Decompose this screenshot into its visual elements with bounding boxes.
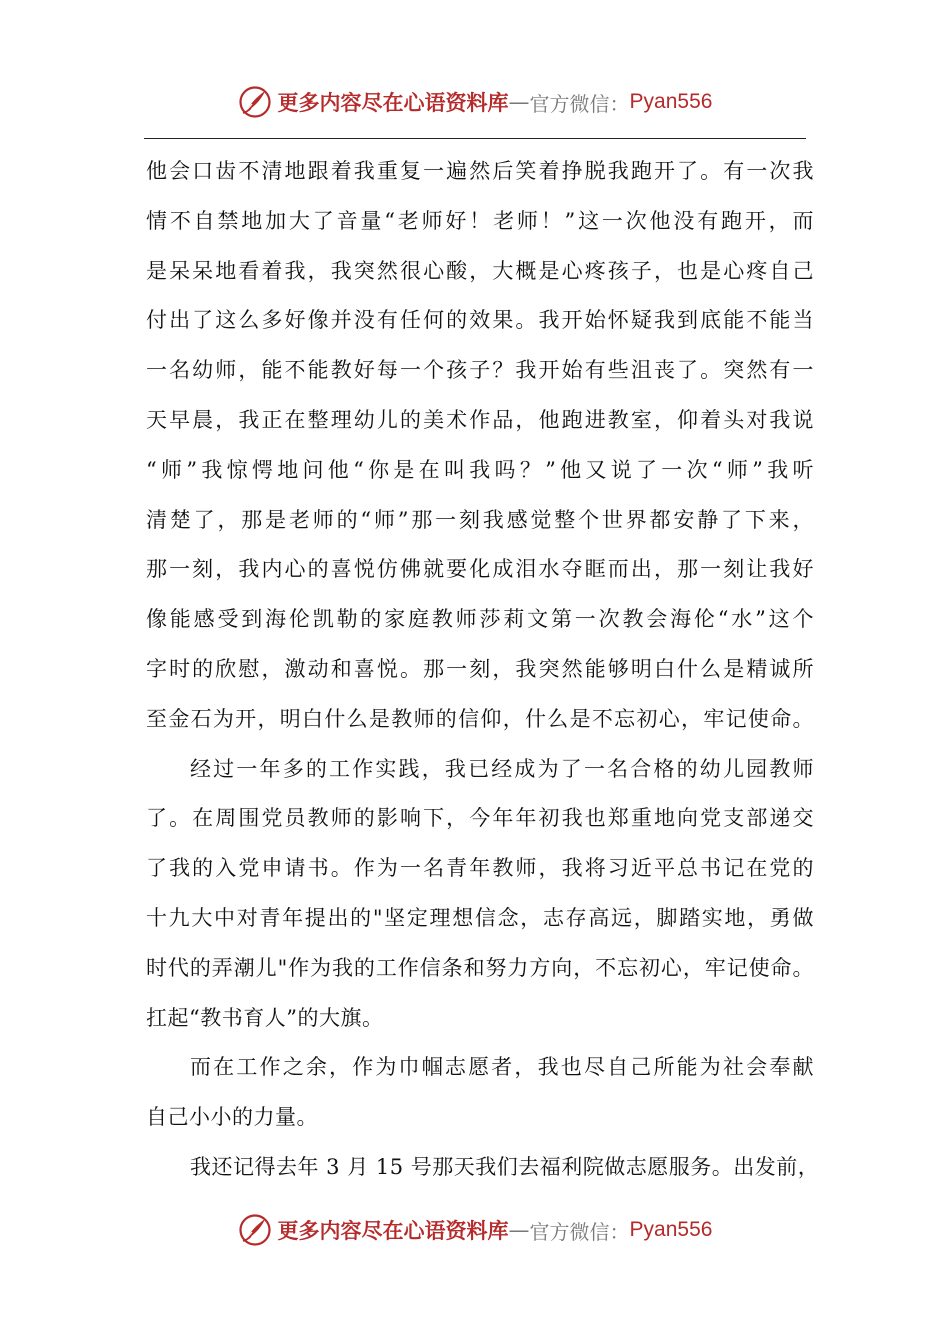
header-banner (0, 82, 950, 122)
text-line: “师”我惊愕地问他“你是在叫我吗？”他又说了一次“师”我听 (146, 457, 814, 482)
text-line: 情不自禁地加大了音量“老师好！老师！”这一次他没有跑开，而 (146, 208, 814, 233)
text-line: 清楚了，那是老师的“师”那一刻我感觉整个世界都安静了下来， (146, 507, 814, 532)
header-brand-text: 更多内容尽在心语资料库 (277, 90, 509, 115)
header-wechat-label: 官方微信： (529, 91, 630, 116)
text-line: 时代的弄潮儿"作为我的工作信条和努力方向，不忘初心，牢记使命。 (146, 955, 814, 980)
quill-pen-logo-icon (238, 1213, 272, 1247)
header-wechat-id: Pyan556 (629, 90, 713, 113)
text-line: 付出了这么多好像并没有任何的效果。我开始怀疑我到底能不能当 (146, 308, 814, 333)
text-line: 自己小小的力量。 (146, 1105, 318, 1130)
text-line: 经过一年多的工作实践，我已经成为了一名合格的幼儿园教师 (190, 756, 814, 781)
text-line: 十九大中对青年提出的"坚定理想信念，志存高远，脚踏实地，勇做 (146, 905, 814, 930)
header-divider (144, 138, 806, 139)
text-line: 那一刻，我内心的喜悦仿佛就要化成泪水夺眶而出，那一刻让我好 (146, 557, 814, 582)
text-line: 我还记得去年 3 月 15 号那天我们去福利院做志愿服务。出发前， (190, 1154, 820, 1179)
text-line: 了。在周围党员教师的影响下，今年年初我也郑重地向党支部递交 (146, 806, 814, 831)
document-body (146, 147, 820, 1193)
text-line: 扛起“教书育人”的大旗。 (146, 1005, 384, 1030)
text-line: 天早晨，我正在整理幼儿的美术作品，他跑进教室，仰着头对我说 (146, 407, 814, 432)
text-line: 像能感受到海伦凯勒的家庭教师莎莉文第一次教会海伦“水”这个 (146, 607, 814, 632)
text-line: 字时的欣慰，激动和喜悦。那一刻，我突然能够明白什么是精诚所 (146, 656, 814, 681)
header-banner-content (238, 85, 713, 119)
footer-banner-content (238, 1213, 713, 1247)
text-line: 一名幼师，能不能教好每一个孩子？我开始有些沮丧了。突然有一 (146, 358, 814, 383)
text-line: 至金石为开，明白什么是教师的信仰，什么是不忘初心，牢记使命。 (146, 706, 814, 731)
text-line: 了我的入党申请书。作为一名青年教师，我将习近平总书记在党的 (146, 856, 814, 881)
footer-banner (0, 1210, 950, 1250)
footer-dash: — (508, 1218, 530, 1242)
text-line: 是呆呆地看着我，我突然很心酸，大概是心疼孩子，也是心疼自己 (146, 258, 814, 283)
footer-brand-text: 更多内容尽在心语资料库 (277, 1218, 509, 1243)
footer-wechat-label: 官方微信： (529, 1219, 630, 1244)
footer-wechat-id: Pyan556 (629, 1218, 713, 1241)
text-line: 而在工作之余，作为巾帼志愿者，我也尽自己所能为社会奉献 (190, 1055, 814, 1080)
text-line: 他会口齿不清地跟着我重复一遍然后笑着挣脱我跑开了。有一次我 (146, 159, 814, 183)
quill-pen-logo-icon (238, 85, 272, 119)
header-dash: — (508, 90, 530, 114)
